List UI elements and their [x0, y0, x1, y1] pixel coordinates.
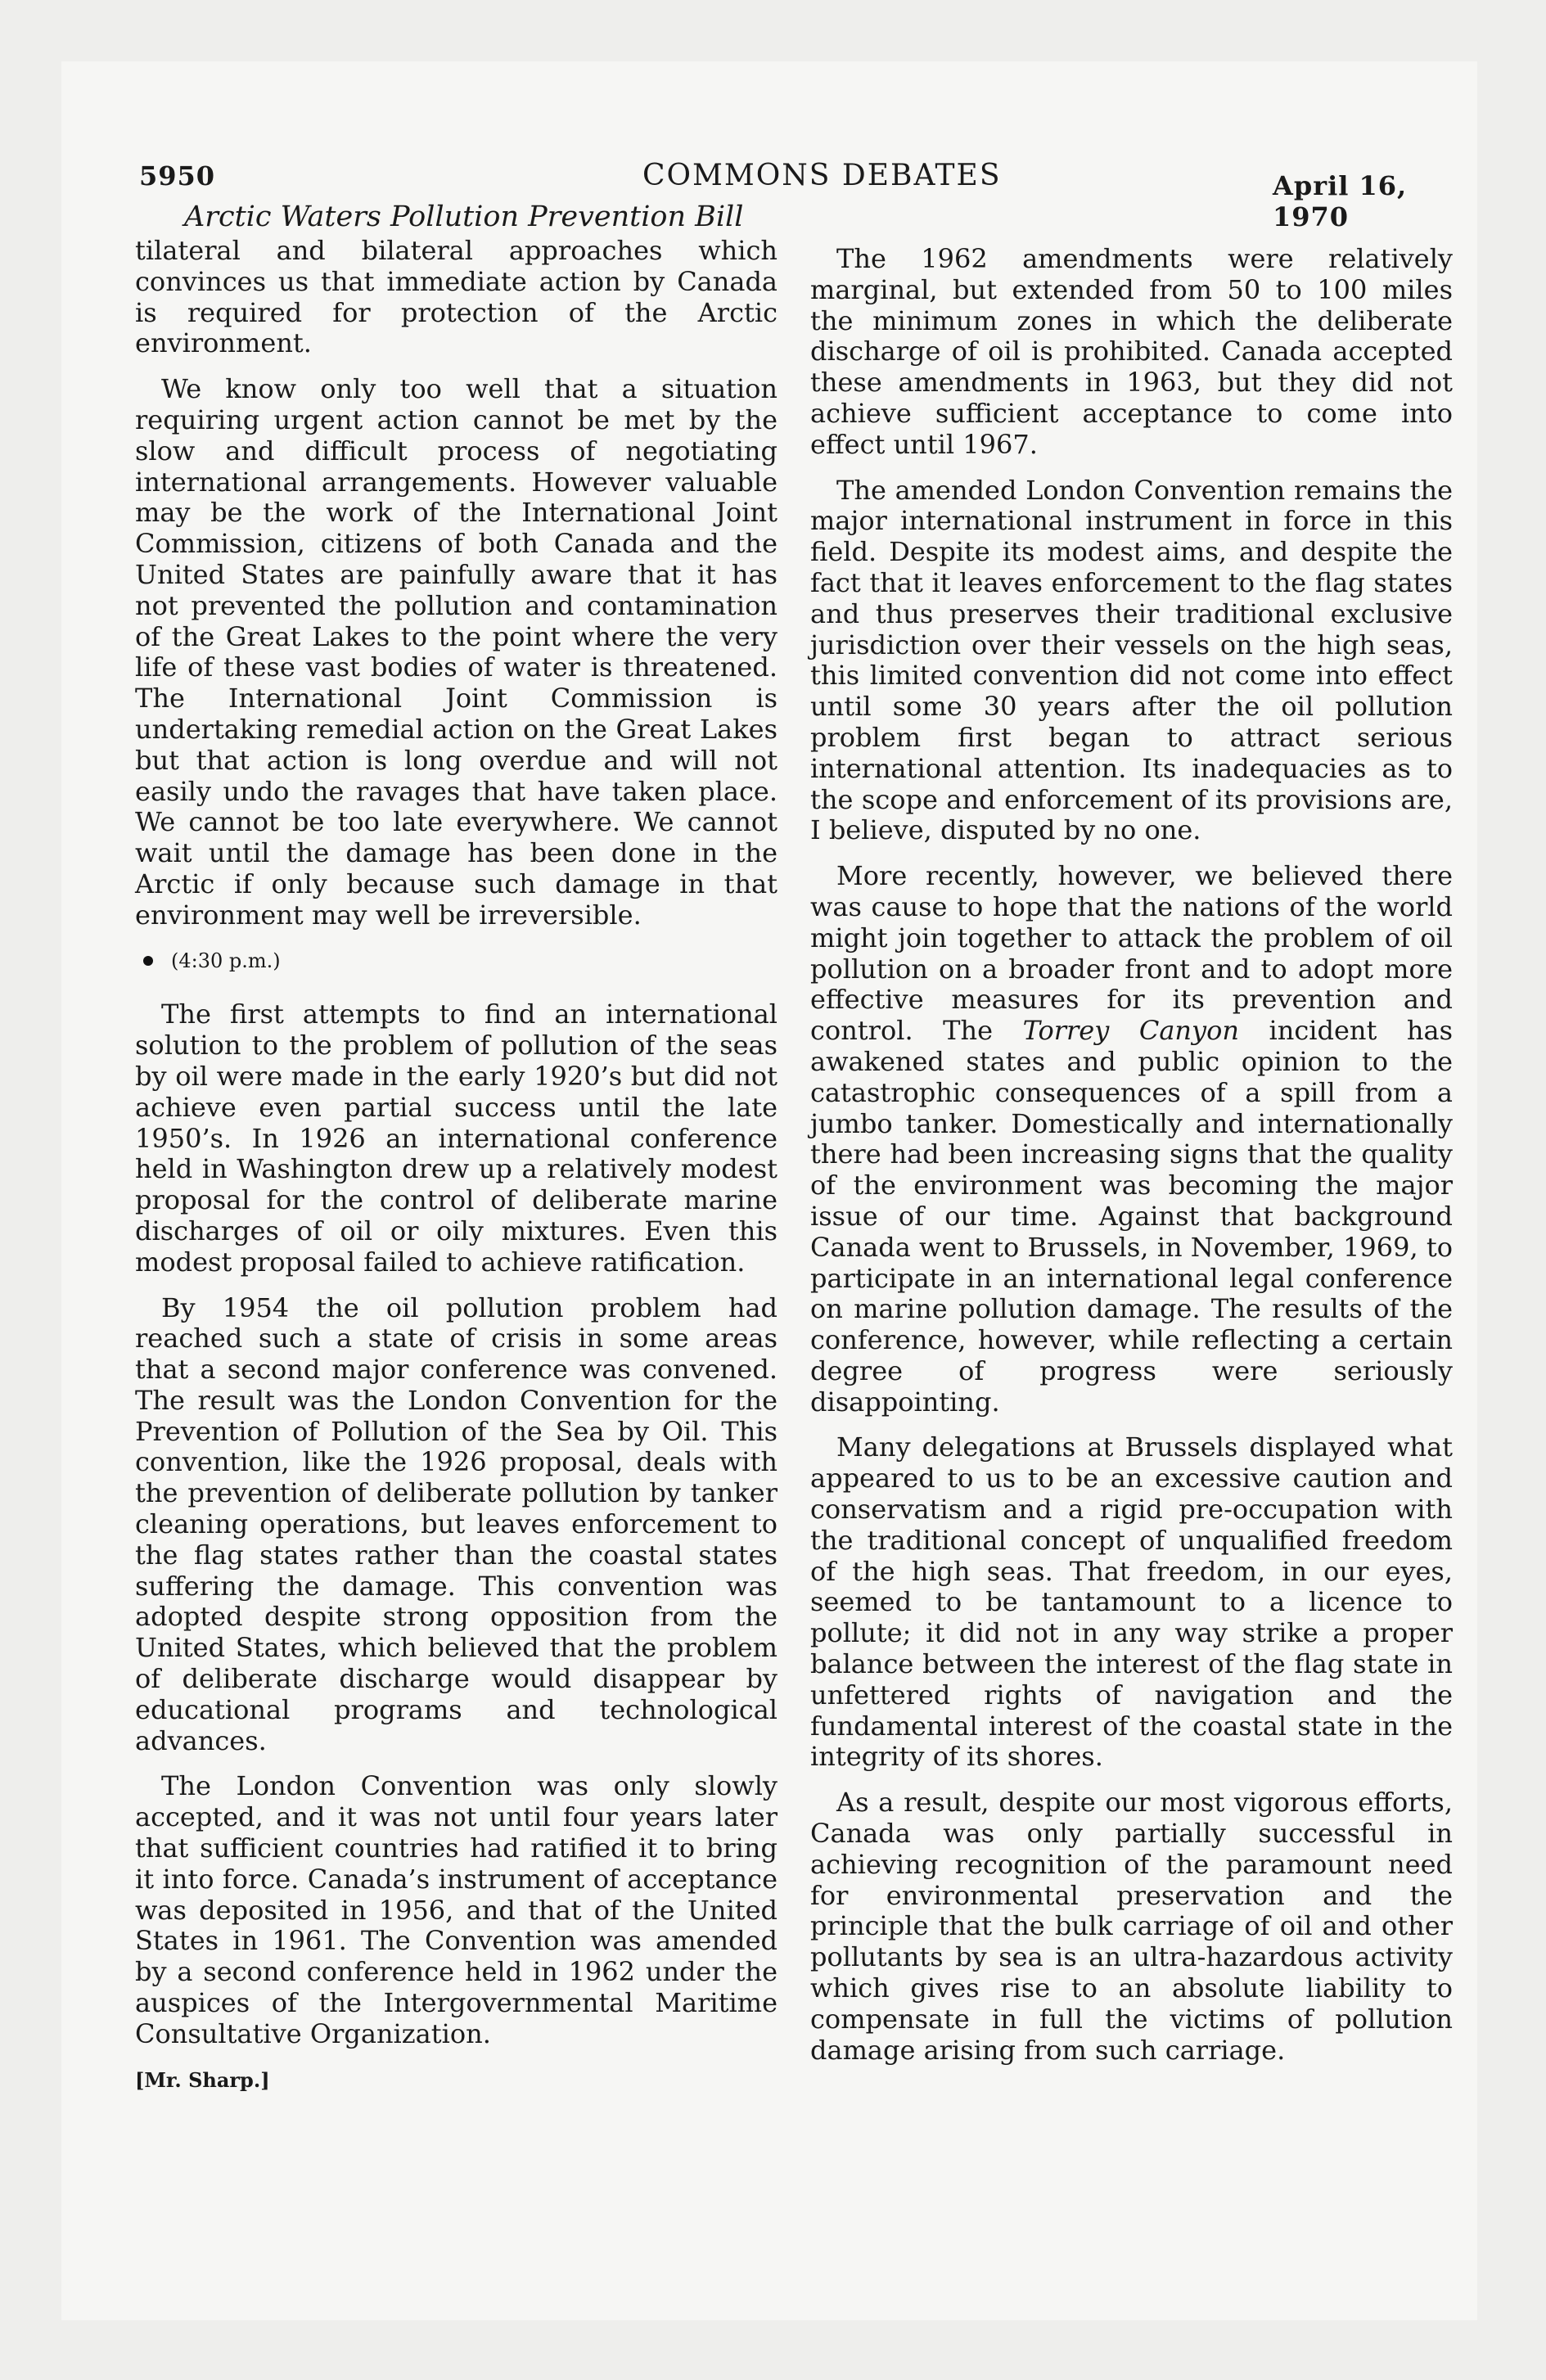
page-number: 5950 — [139, 160, 216, 192]
bullet-icon — [143, 956, 153, 966]
paragraph-text: More recently, however, we believed there was cause to hope that the nations of the world might join together to attack the problem of oil pollution on a broader front and to adopt more effective measures for its prevention and control. The — [810, 860, 1453, 1047]
time-stamp-text: (4:30 p.m.) — [171, 949, 281, 972]
paragraph: The first attempts to find an international solution to the problem of pollution of the seas by oil were made in the early 1920’s but did not achieve even partial success until the late 1950’s. In 1926 an international conference held in Washington drew up a relatively modest proposal for the control of deliberate marine discharges of oil or oily mixtures. Even this modest proposal failed to achieve ratification. — [135, 998, 778, 1278]
running-head: Arctic Waters Pollution Prevention Bill — [184, 201, 744, 233]
paragraph: tilateral and bilateral approaches which convinces us that immediate action by Canada is required for protection of the Arctic environment. — [135, 235, 778, 359]
time-stamp — [135, 946, 778, 977]
left-column — [135, 236, 778, 2095]
paragraph-text: incident has awakened states and public opinion to the catastrophic consequences of a spill from a jumbo tanker. Domestically and internationally there had been increasing signs that the quality of the environment was becoming the major issue of our time. Against that background Canada went to Brussels, in November, 1969, to participate in an international legal conference on marine pollution damage. The results of the conference, however, while reflecting a certain degree of progress were seriously disappointing. — [810, 1015, 1454, 1418]
paragraph: Many delegations at Brussels displayed what appeared to us to be an excessive caution and conservatism and a rigid pre-occupation with the traditional concept of unqualified freedom of the high seas. That freedom, in our eyes, seemed to be tantamount to a licence to pollute; it did not in any way strike a proper balance between the interest of the flag state in unfettered rights of navigation and the fundamental interest of the coastal state in the integrity of its shores. — [810, 1431, 1453, 1773]
journal-title: COMMONS DEBATES — [642, 159, 1002, 192]
paragraph: By 1954 the oil pollution problem had reached such a state of crisis in some areas that a second major conference was convened. The result was the London Convention for the Prevention of Pollution of the Sea by Oil. This convention, like the 1926 proposal, deals with the prevention of deliberate pollution by tanker cleaning operations, but leaves enforcement to the flag states rather than the coastal states suffering the damage. This convention was adopted despite strong opposition from the United States, which believed that the problem of deliberate discharge would disappear by educational programs and technological advances. — [135, 1291, 778, 1756]
paragraph: The amended London Convention remains the major international instrument in force in this field. Despite its modest aims, and despite the fact that it leaves enforcement to the flag states and thus preserves their traditional exclusive jurisdiction over their vessels on the high seas, this limited convention did not come into effect until some 30 years after the oil pollution problem first began to attract serious international attention. Its inadequacies as to the scope and enforcement of its provisions are, I believe, disputed by no one. — [810, 474, 1453, 846]
paragraph: The London Convention was only slowly accepted, and it was not until four years later that sufficient countries had ratified it to bring it into force. Canada’s instrument of acceptance was deposited in 1956, and that of the United States in 1961. The Convention was amended by a second conference held in 1962 under the auspices of the Intergovernmental Maritime Consultative Organization. — [135, 1770, 778, 2049]
paragraph: The 1962 amendments were relatively marginal, but extended from 50 to 100 miles the minimum zones in which the deliberate discharge of oil is prohibited. Canada accepted these amendments in 1963, but they did not achieve sufficient acceptance to come into effect until 1967. — [810, 243, 1453, 460]
right-column — [810, 244, 1453, 2080]
paragraph: As a result, despite our most vigorous efforts, Canada was only partially successful in achieving recognition of the paramount need for environmental preservation and the principle that the bulk carriage of oil and other pollutants by sea is an ultra-hazardous activity which gives rise to an absolute liability to compensate in full the victims of pollution damage arising from such carriage. — [810, 1787, 1453, 2066]
ship-name: Torrey Canyon — [1022, 1015, 1239, 1047]
header-date: April 16, 1970 — [1273, 170, 1408, 232]
paragraph: We know only too well that a situation requiring urgent action cannot be met by the slow and difficult process of negotiating international arrangements. However valuable may be the work of the International Joint Commission, citizens of both Canada and the United States are painfully aware that it has not prevented the pollution and contamination of the Great Lakes to the point where the very life of these vast bodies of water is threatened. The International Joint Commission is undertaking remedial action on the Great Lakes but that action is long overdue and will not easily undo the ravages that have taken place. We cannot be too late everywhere. We cannot wait until the damage has been done in the Arctic if only because such damage in that environment may well be irreversible. — [135, 373, 778, 931]
speaker-attribution: [Mr. Sharp.] — [135, 2067, 270, 2092]
paragraph — [810, 861, 1453, 1418]
